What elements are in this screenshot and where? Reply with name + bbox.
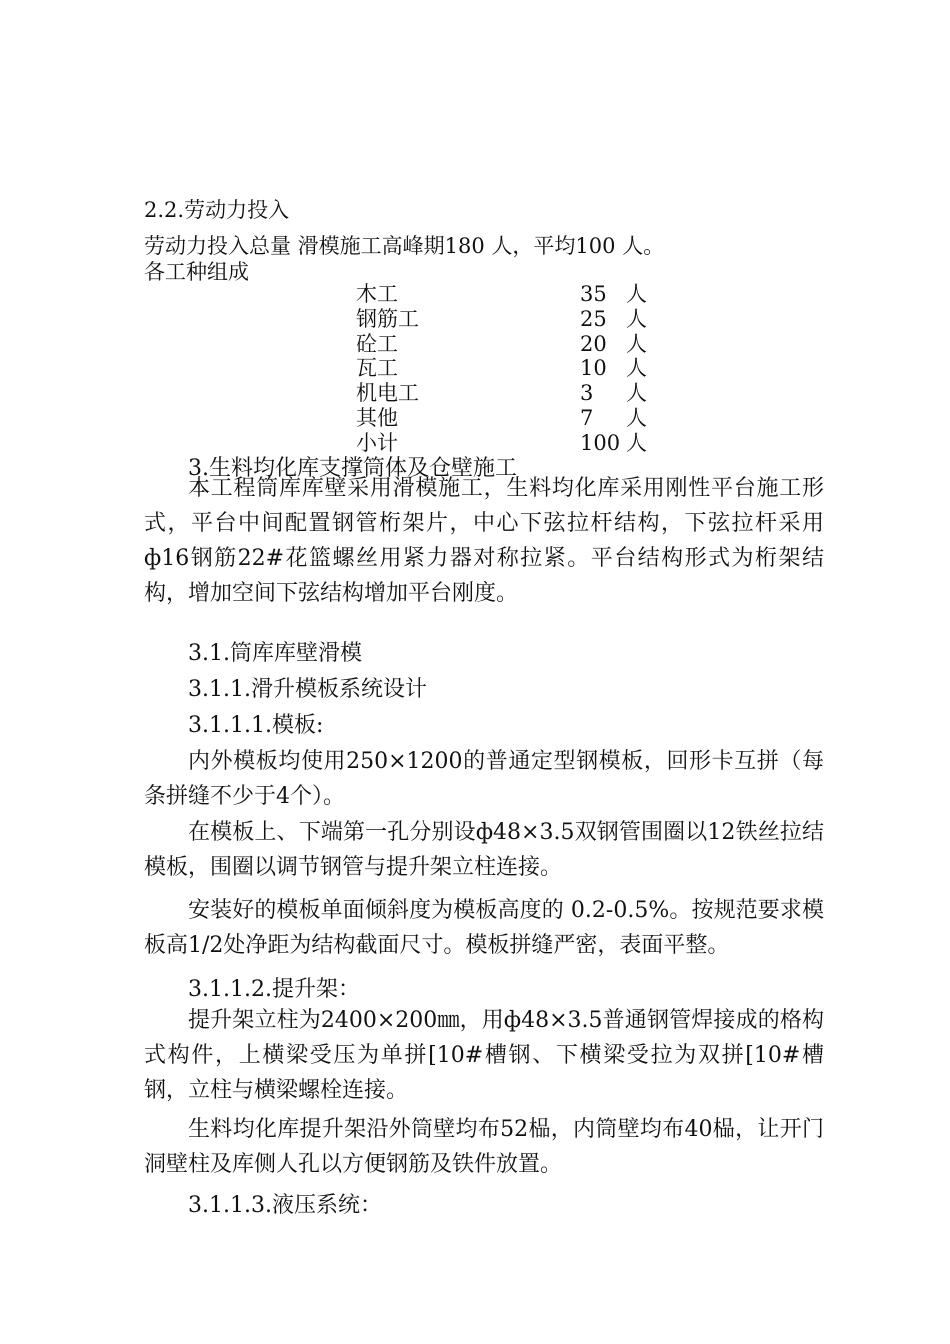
trade-name: 其他 bbox=[356, 405, 398, 430]
section-heading-3-1-1-3: 3.1.1.3.液压系统： bbox=[188, 1193, 382, 1218]
table-row bbox=[356, 431, 666, 456]
trade-name: 砼工 bbox=[356, 331, 398, 356]
count-unit: 人 bbox=[626, 430, 647, 455]
trade-name: 小计 bbox=[356, 430, 398, 455]
trade-name: 瓦工 bbox=[356, 356, 398, 381]
paragraph-template-3: 安装好的模板单面倾斜度为模板高度的 0.2-0.5%。按规范要求模板高1/2处净距为结构截面尺寸。模板拼缝严密，表面平整。 bbox=[144, 898, 824, 958]
section-heading-3-1: 3.1.筒库库壁滑模 bbox=[188, 641, 362, 666]
worker-count: 20 bbox=[580, 331, 607, 356]
table-row bbox=[356, 282, 666, 307]
trade-name: 钢筋工 bbox=[356, 306, 419, 331]
paragraph-lift-1: 提升架立柱为2400×200㎜，用ф48×3.5普通钢管焊接成的格构式构件，上横梁受压为单拼[10#槽钢、下横梁受拉为双拼[10#槽钢，立柱与横梁螺栓连接。 bbox=[144, 1008, 824, 1103]
table-row bbox=[356, 406, 666, 431]
section-heading-3: 3.生料均化库支撑筒体及仓壁施工 bbox=[188, 456, 517, 481]
count-unit: 人 bbox=[626, 356, 647, 381]
paragraph-lift-2: 生料均化库提升架沿外筒壁均布52榀，内筒壁均布40榀，让开门洞壁柱及库侧人孔以方便钢筋及铁件放置。 bbox=[144, 1117, 824, 1177]
count-unit: 人 bbox=[626, 331, 647, 356]
trade-name: 木工 bbox=[356, 282, 398, 306]
paragraph-template-1: 内外模板均使用250×1200的普通定型钢模板，回形卡互拼（每条拼缝不少于4个）。 bbox=[144, 749, 824, 809]
count-unit: 人 bbox=[626, 405, 647, 430]
table-row bbox=[356, 356, 666, 381]
section-heading-3-1-1-1: 3.1.1.1.模板: bbox=[188, 713, 324, 738]
count-unit: 人 bbox=[626, 381, 647, 406]
labor-total-line: 劳动力投入总量 滑模施工高峰期180 人，平均100 人。 bbox=[144, 234, 665, 258]
worker-count: 25 bbox=[580, 306, 607, 331]
paragraph-intro: 本工程筒库库壁采用滑模施工，生料均化库采用刚性平台施工形式，平台中间配置钢管桁架片，中心下弦拉杆结构，下弦拉杆采用ф16钢筋22#花篮螺丝用紧力器对称拉紧。平台结构形式为桁架结构，增加空间下弦结构增加平台刚度。 bbox=[144, 476, 824, 606]
worker-count: 7 bbox=[580, 405, 594, 430]
table-row bbox=[356, 307, 666, 332]
paragraph-template-2: 在模板上、下端第一孔分别设ф48×3.5双钢管围圈以12铁丝拉结模板，围圈以调节钢管与提升架立柱连接。 bbox=[144, 820, 824, 880]
section-heading-3-1-1-2: 3.1.1.2.提升架： bbox=[188, 977, 360, 1002]
trade-name: 机电工 bbox=[356, 381, 419, 406]
worker-count: 10 bbox=[580, 356, 607, 381]
worker-count: 100 bbox=[580, 430, 621, 455]
count-unit: 人 bbox=[626, 282, 647, 306]
section-heading-2-2: 2.2.劳动力投入 bbox=[144, 198, 290, 222]
worker-count: 3 bbox=[580, 381, 594, 406]
table-row bbox=[356, 381, 666, 406]
composition-title: 各工种组成 bbox=[144, 260, 249, 284]
section-heading-3-1-1: 3.1.1.滑升模板系统设计 bbox=[188, 677, 427, 702]
labor-composition-table bbox=[356, 282, 666, 456]
count-unit: 人 bbox=[626, 306, 647, 331]
worker-count: 35 bbox=[580, 282, 607, 306]
table-row bbox=[356, 332, 666, 357]
